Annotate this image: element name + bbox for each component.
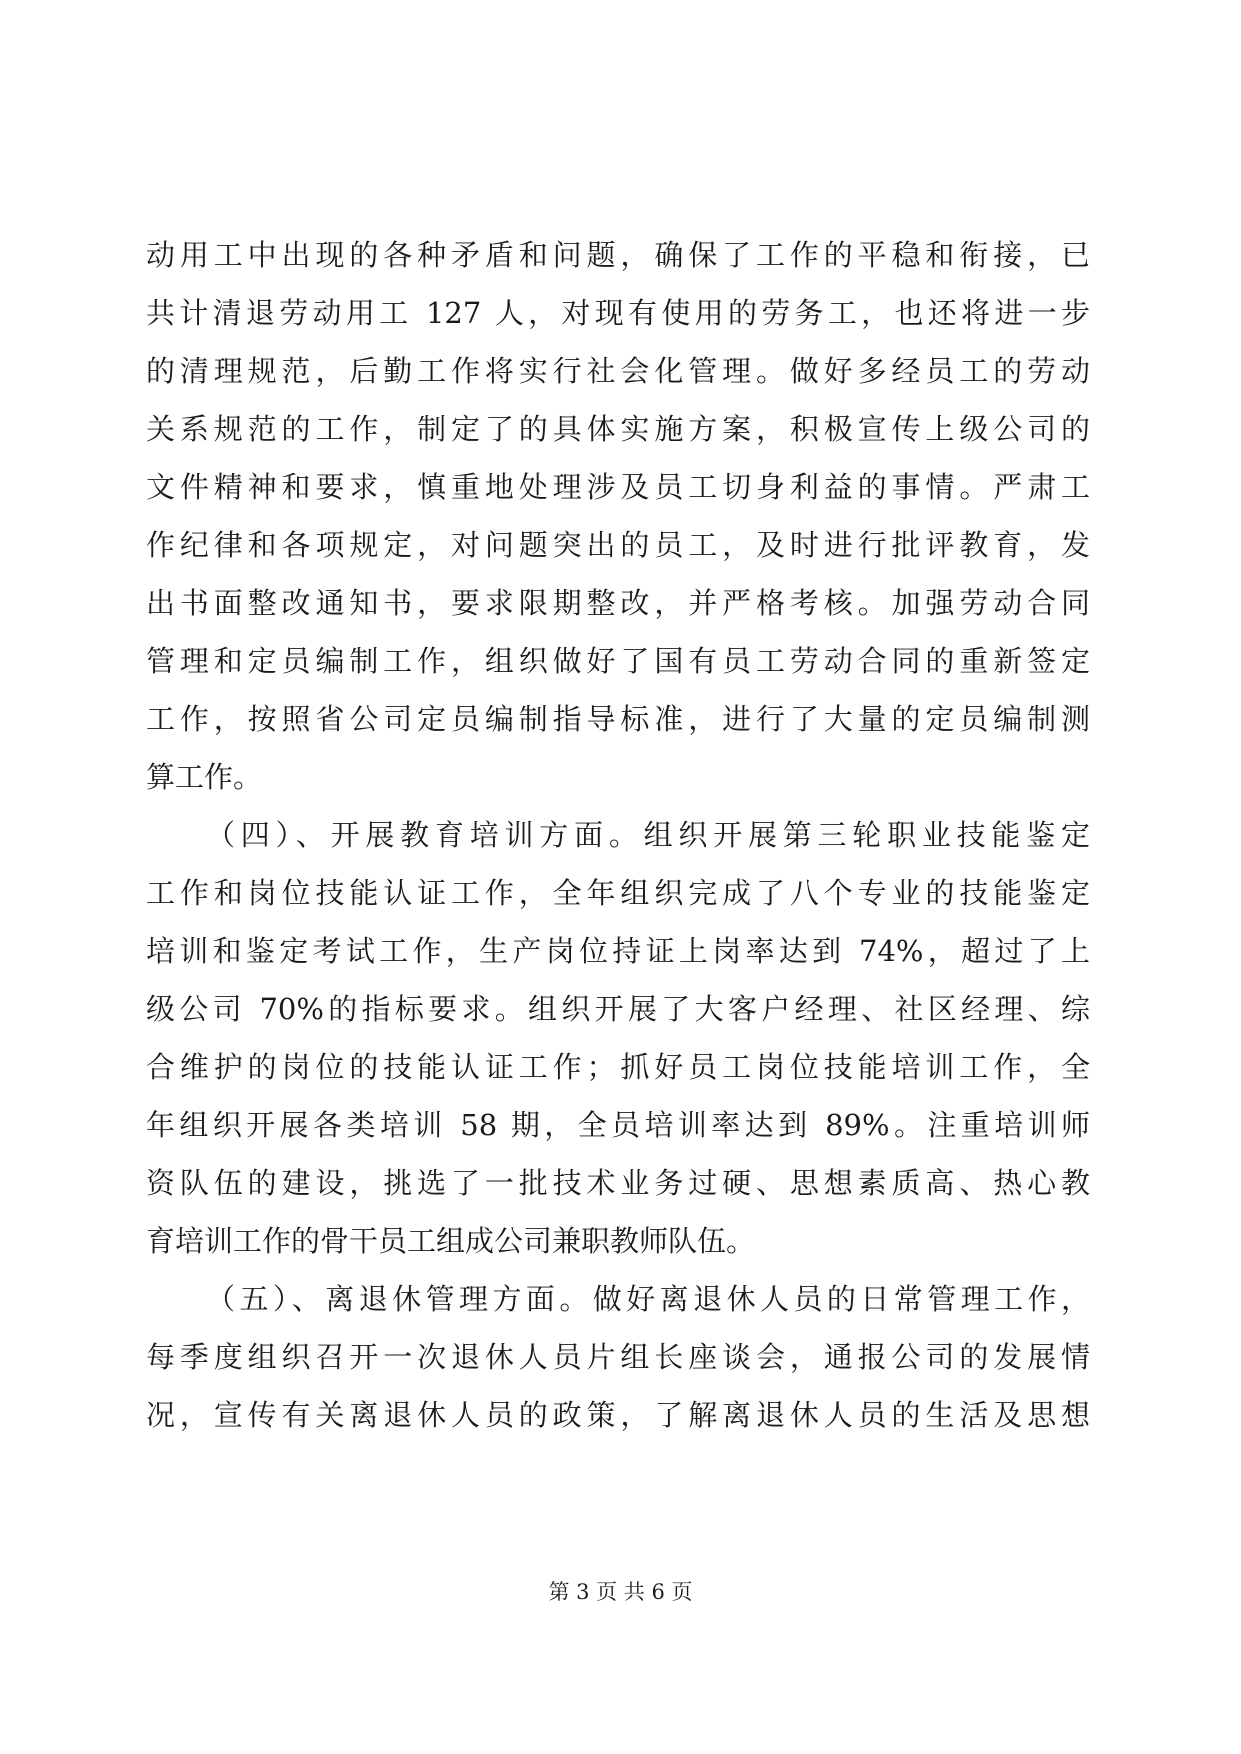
document-body xyxy=(146,226,1090,1444)
text-line: 工作，按照省公司定员编制指导标准，进行了大量的定员编制测 xyxy=(146,702,1090,736)
text-line: 共计清退劳动用工 127 人，对现有使用的劳务工，也还将进一步 xyxy=(146,296,1090,330)
text-line: 工作和岗位技能认证工作，全年组织完成了八个专业的技能鉴定 xyxy=(146,876,1090,910)
text-line: 合维护的岗位的技能认证工作；抓好员工岗位技能培训工作，全 xyxy=(146,1050,1090,1084)
text-line: 管理和定员编制工作，组织做好了国有员工劳动合同的重新签定 xyxy=(146,644,1090,678)
paragraph-end-line: 算工作。 xyxy=(146,760,263,794)
page-number: 第 3 页 共 6 页 xyxy=(548,1580,693,1604)
paragraph-end-line: 育培训工作的骨干员工组成公司兼职教师队伍。 xyxy=(146,1224,756,1258)
section-heading-line: （四）、开展教育培训方面。组织开展第三轮职业技能鉴定 xyxy=(206,818,1090,852)
text-line: 每季度组织召开一次退休人员片组长座谈会，通报公司的发展情 xyxy=(146,1340,1090,1374)
text-line: 的清理规范，后勤工作将实行社会化管理。做好多经员工的劳动 xyxy=(146,354,1090,388)
text-line: 关系规范的工作，制定了的具体实施方案，积极宣传上级公司的 xyxy=(146,412,1090,446)
text-line: 培训和鉴定考试工作，生产岗位持证上岗率达到 74%，超过了上 xyxy=(146,934,1090,968)
text-line: 级公司 70%的指标要求。组织开展了大客户经理、社区经理、综 xyxy=(146,992,1090,1026)
text-line: 况，宣传有关离退休人员的政策，了解离退休人员的生活及思想 xyxy=(146,1398,1090,1432)
text-line: 出书面整改通知书，要求限期整改，并严格考核。加强劳动合同 xyxy=(146,586,1090,620)
text-line: 动用工中出现的各种矛盾和问题，确保了工作的平稳和衔接，已 xyxy=(146,238,1090,272)
text-line: 资队伍的建设，挑选了一批技术业务过硬、思想素质高、热心教 xyxy=(146,1166,1090,1200)
page-footer xyxy=(0,1577,1241,1607)
text-line: 作纪律和各项规定，对问题突出的员工，及时进行批评教育，发 xyxy=(146,528,1090,562)
text-line: 文件精神和要求，慎重地处理涉及员工切身利益的事情。严肃工 xyxy=(146,470,1090,504)
section-heading-line: （五）、离退休管理方面。做好离退休人员的日常管理工作， xyxy=(206,1282,1090,1316)
text-line: 年组织开展各类培训 58 期，全员培训率达到 89%。注重培训师 xyxy=(146,1108,1090,1142)
